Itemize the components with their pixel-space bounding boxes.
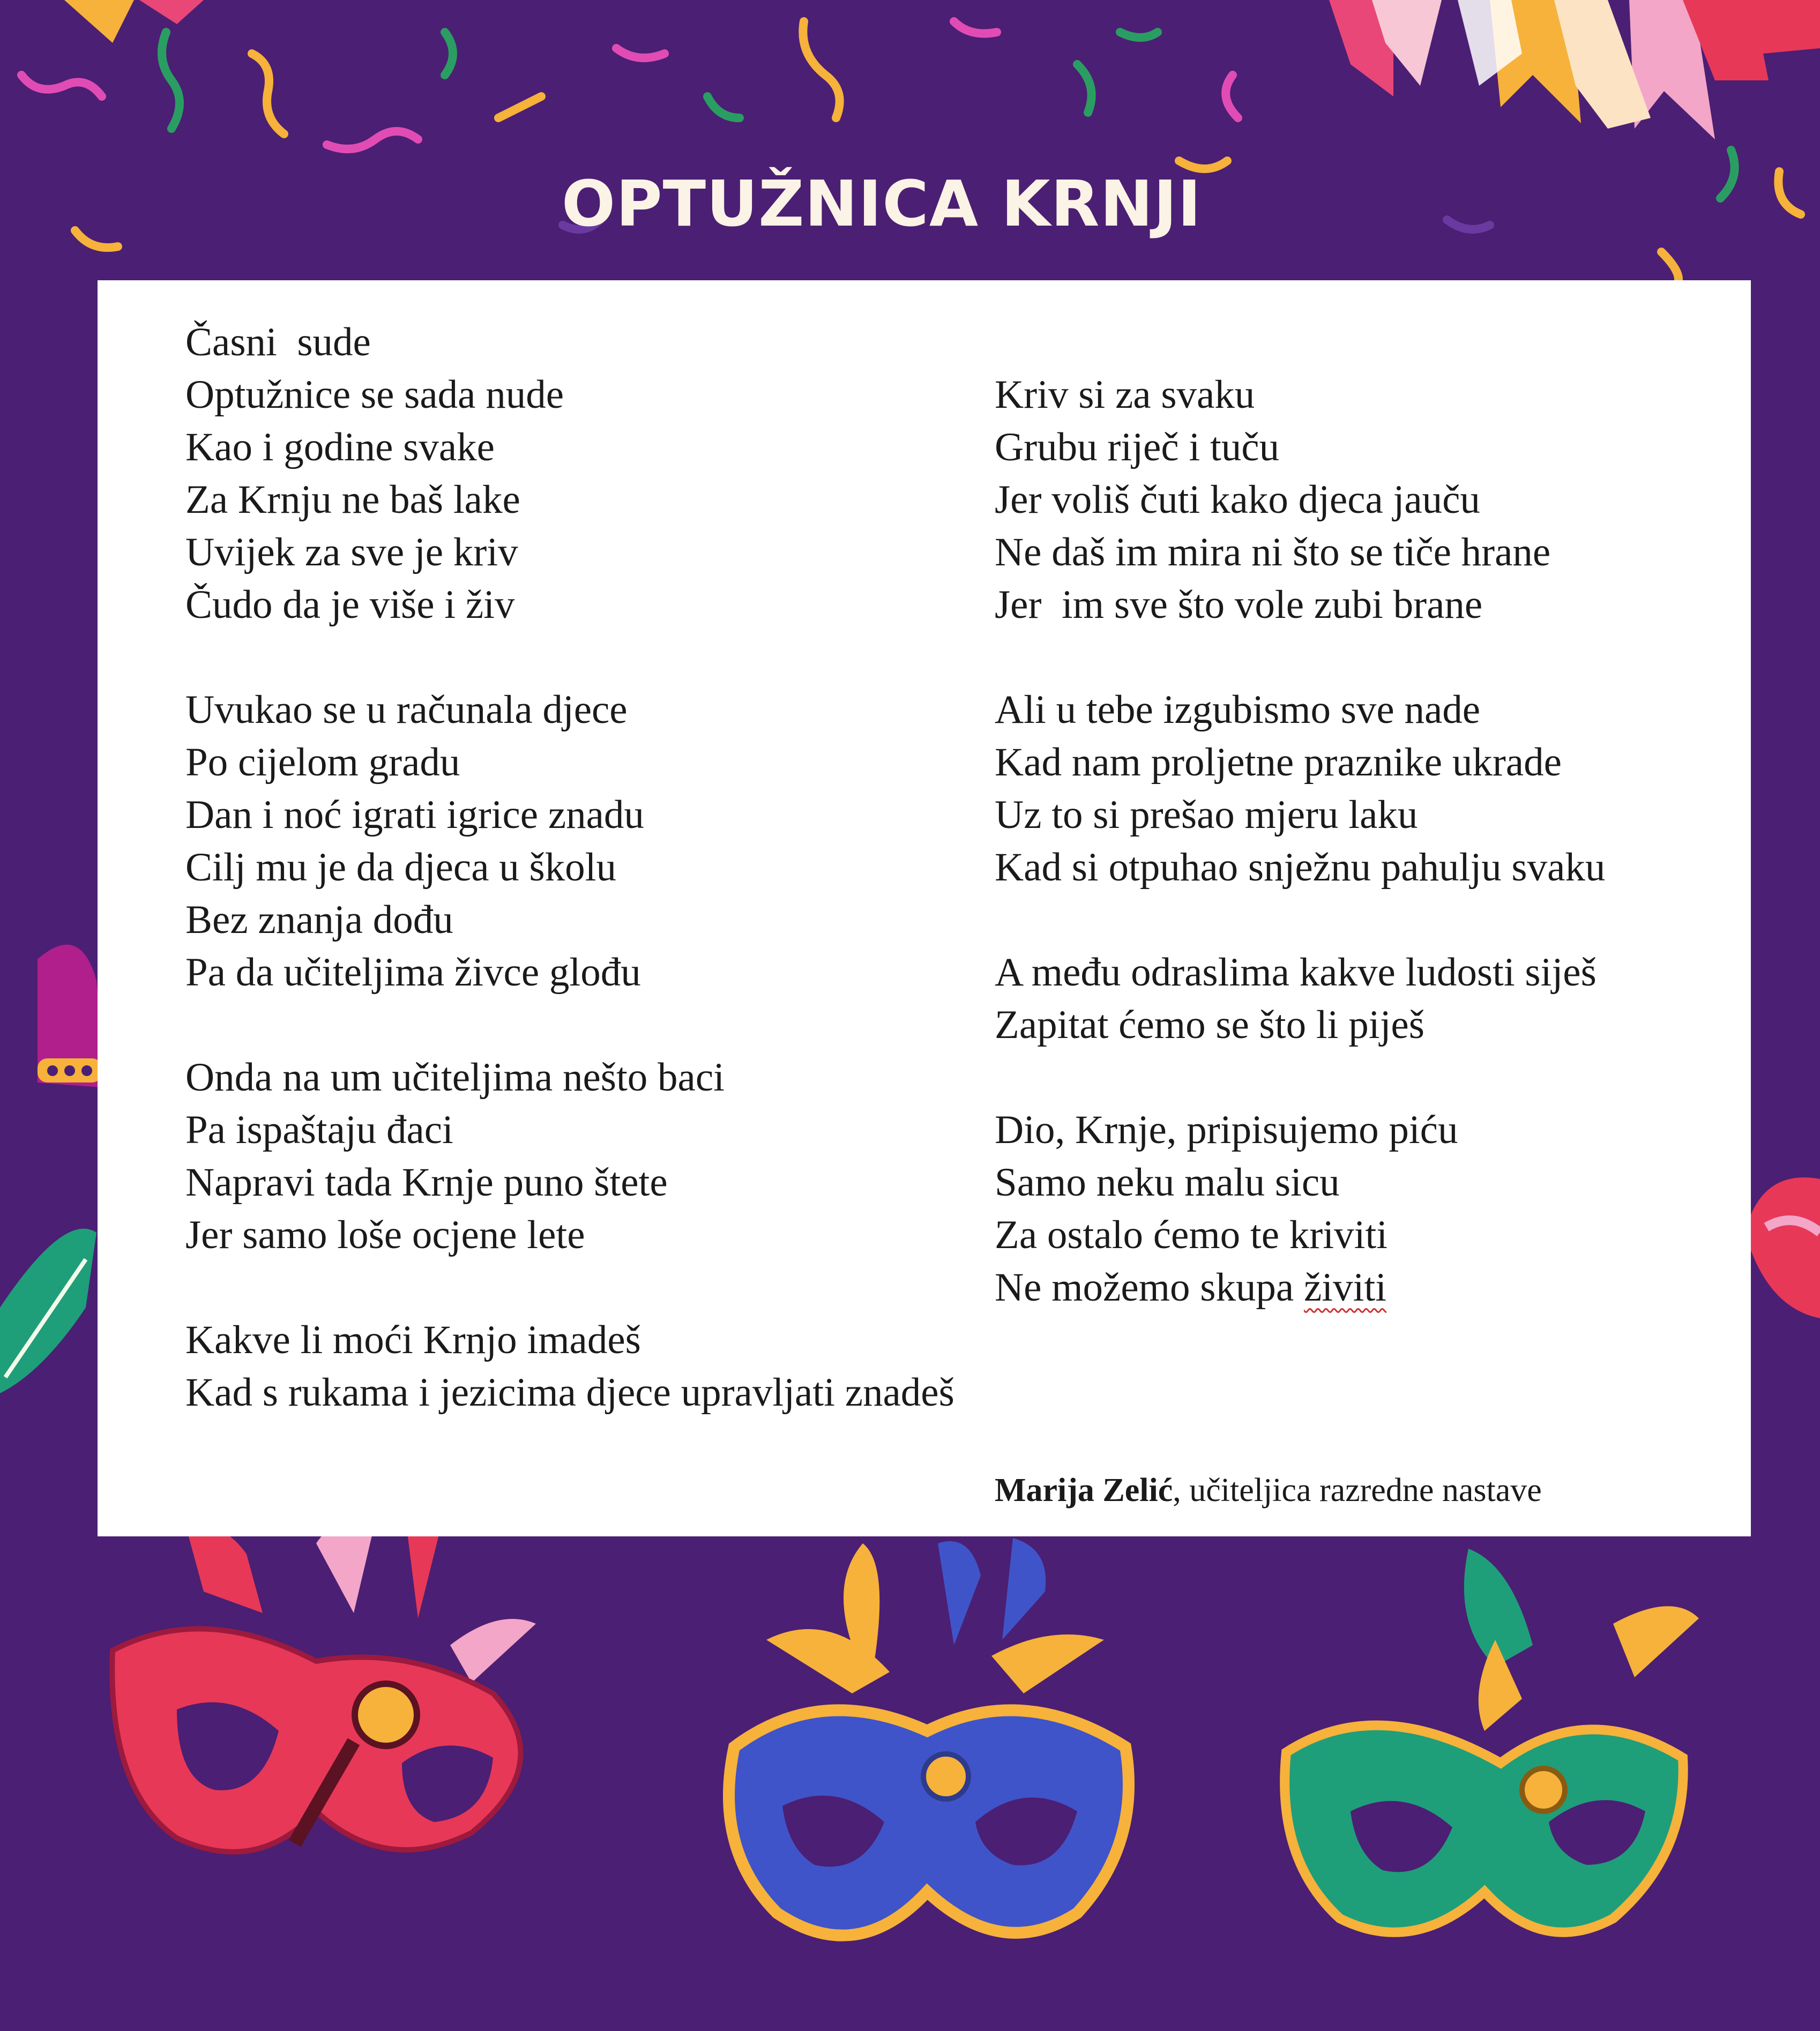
stanza xyxy=(185,684,989,999)
poem-line: Optužnice se sada nude xyxy=(185,372,564,417)
poem-line: Ne daš im mira ni što se tiče hrane xyxy=(995,530,1551,574)
stanza xyxy=(995,1104,1734,1314)
poem-line: Čudo da je više i živ xyxy=(185,583,515,627)
poem-line: A među odraslima kakve ludosti siješ xyxy=(995,950,1597,995)
poem-line: Pa da učiteljima živce glođu xyxy=(185,950,641,995)
poem-line: Samo neku malu sicu xyxy=(995,1160,1340,1205)
poem-line: Za Krnju ne baš lake xyxy=(185,477,520,522)
stanza xyxy=(185,1314,989,1419)
poem-line: Cilj mu je da djeca u školu xyxy=(185,845,617,890)
poem-line: Uvijek za sve je kriv xyxy=(185,530,518,574)
poem-line: Kakve li moći Krnjo imadeš xyxy=(185,1318,641,1362)
page-title: OPTUŽNICA KRNJI xyxy=(561,167,1202,241)
poem-line: Pa ispaštaju đaci xyxy=(185,1108,453,1152)
poem-line-text: Ne možemo skupa xyxy=(995,1265,1304,1310)
blue-carnival-mask xyxy=(729,1538,1129,1936)
author-name: Marija Zelić xyxy=(995,1472,1173,1509)
red-carnival-mask xyxy=(112,1511,536,1852)
stanza xyxy=(995,684,1734,894)
poem-line: Kao i godine svake xyxy=(185,425,495,469)
jester-hat xyxy=(38,945,107,1088)
bunting-flags xyxy=(64,0,1820,139)
stanza xyxy=(185,316,989,631)
poem-line: Po cijelom gradu xyxy=(185,740,460,785)
green-carnival-mask xyxy=(1285,1549,1699,1932)
author-signature xyxy=(995,1472,1542,1510)
stanza xyxy=(185,1051,989,1261)
poem-line: Jer samo loše ocjene lete xyxy=(185,1213,585,1257)
poem-line: Kad s rukama i jezicima djece upravljati znadeš xyxy=(185,1370,954,1415)
poem-line: Dio, Krnje, pripisujemo piću xyxy=(995,1108,1458,1152)
poem-line: Časni sude xyxy=(185,320,371,364)
stanza xyxy=(995,369,1734,631)
poem-line: Jer im sve što vole zubi brane xyxy=(995,583,1483,627)
stanza xyxy=(995,946,1734,1051)
poem-right-column xyxy=(995,369,1734,1314)
poem-line: Onda na um učiteljima nešto baci xyxy=(185,1055,725,1100)
poem-line: Kad nam proljetne praznike ukrade xyxy=(995,740,1562,785)
poem-line: Za ostalo ćemo te kriviti xyxy=(995,1213,1388,1257)
poem-line: Ali u tebe izgubismo sve nade xyxy=(995,688,1481,732)
poem-line: Bez znanja dođu xyxy=(185,898,453,942)
author-role: , učiteljica razredne nastave xyxy=(1173,1472,1542,1509)
poem-left-column xyxy=(185,316,989,1419)
poem-line: Jer voliš čuti kako djeca jauču xyxy=(995,477,1480,522)
poem-line: Dan i noć igrati igrice znadu xyxy=(185,793,644,837)
poem-line: Zapitat ćemo se što li piješ xyxy=(995,1003,1424,1047)
poem-line: Kad si otpuhao snježnu pahulju svaku xyxy=(995,845,1606,890)
poem-line: Napravi tada Krnje puno štete xyxy=(185,1160,668,1205)
spellcheck-flagged-word: živiti xyxy=(1303,1265,1387,1310)
poem-line xyxy=(995,1261,1734,1314)
poem-line: Grubu riječ i tuču xyxy=(995,425,1280,469)
poem-line: Uvukao se u računala djece xyxy=(185,688,628,732)
poem-line: Kriv si za svaku xyxy=(995,372,1255,417)
poem-line: Uz to si prešao mjeru laku xyxy=(995,793,1418,837)
